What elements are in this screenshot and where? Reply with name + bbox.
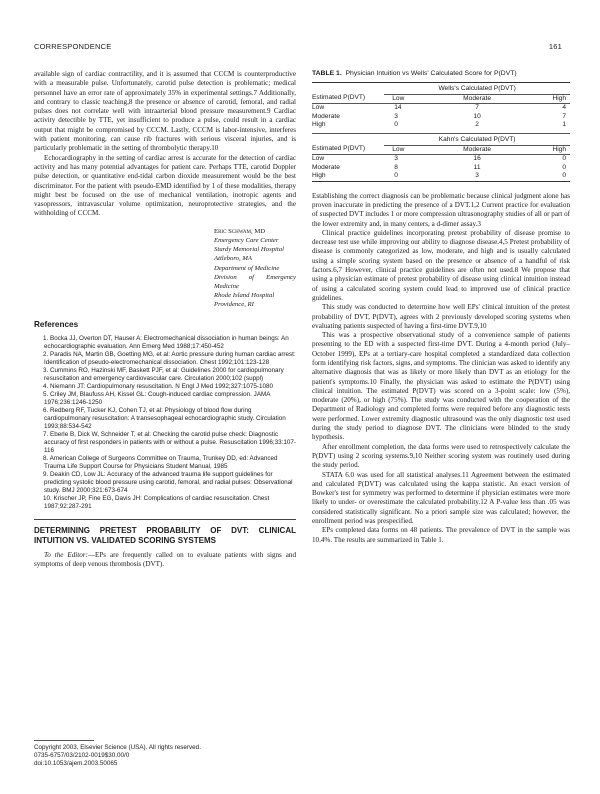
copyright-line: Copyright 2003, Elsevier Science (USA). All rights reserved. — [34, 744, 201, 751]
references-heading: References — [34, 319, 79, 329]
reference-item: 3. Cummins RO, Hazinski MF, Baskett PJF, et al: Guidelines 2000 for cardiopulmonary resuscitation and emergency cardiovascular care. Circulation 2000;102 (suppl) — [43, 366, 284, 382]
running-header — [34, 42, 562, 54]
column-header: High — [508, 146, 570, 155]
affiliation-line: Emergency Care Center — [214, 236, 279, 244]
reference-item: 1. Bocka JJ, Overton DT, Hauser A: Electromechanical dissociation in human beings: An echocardiographic evaluation. Ann Emerg Med 1988;17:450-452 — [43, 334, 289, 350]
row-label: Low — [312, 104, 325, 112]
body-paragraph: STATA 6.0 was used for all statistical analyses.11 Agreement between the estimated and calculated P(DVT) was calculated using the kappa statistic. An exact version of Bowker's test for symmetry was performed to determine if physician estimates were more likely to under- or overestimate the calculated probability.12 A P-value less than .05 was considered statistically significant. No a priori sample size was calculated; however, the enrollment period was prespecified. — [312, 470, 570, 526]
table-caption — [312, 70, 570, 79]
table-cell: 14 — [394, 104, 402, 112]
body-paragraph: EPs completed data forms on 48 patients. The prevalence of DVT in the sample was 10.4%. The results are summarized in Table 1. — [312, 526, 570, 544]
table-cell: 7 — [475, 104, 479, 112]
author-name: Eric Schwam, MD — [214, 227, 266, 235]
table-cell: 7 — [562, 112, 566, 120]
table-cell: 11 — [473, 163, 481, 171]
body-paragraph: Clinical practice guidelines incorporating pretest probability of disease promise to decrease test use while improving our ability to diagnose disease.4,5 Pretest probability of disease is commonly categorized as low, moderate, and high and is usually calculated using a simple scoring system based on the presence or absence of a handful of risk factors.6,7 However, clinical practice guidelines are often not used.8 We propose that using a physician estimate of pretest probability of disease using clinical intuition instead of using a calculated scoring system could lead to improved use of clinical practice guidelines. — [312, 228, 570, 302]
table-cell: 8 — [394, 163, 398, 171]
table-cell: 3 — [446, 172, 508, 181]
table-row — [312, 104, 570, 113]
reference-item: 2. Paradis NA, Martin GB, Goetting MG, et al: Aortic pressure during human cardiac arrest: Identification of pseudo-electromechanical dissociation. Chest 1992;101:123-128 — [43, 350, 296, 366]
table-caption-text: Physician Intuition vs Wells' Calculated Score for P(DVT) — [345, 70, 517, 77]
table-row — [312, 121, 570, 129]
body-paragraph: After enrollment completion, the data forms were used to retrospectively calculate the P(DVT) using 2 scoring systems.9,10 Neither scoring system was routinely used during the study period. — [312, 442, 570, 470]
body-paragraph: Echocardiography in the setting of cardiac arrest is accurate for the detection of cardiac activity and has many potential advantages for patient care. Perhaps TTE, carotid Doppler pulse detection, or quantitative end-tidal carbon dioxide measurement would be the best discriminator. For the patient with pseudo-EMD identified by 1 of these modalities, therapy might best be focused on the use of mechanical ventilation, inotropic agents and vasopressors, intravascular volume optimization, neuroprotective strategies, and the withholding of CCCM. — [34, 153, 296, 218]
body-paragraph: Establishing the correct diagnosis can be problematic because clinical judgment alone has proven inaccurate in predicting the presence of a DVT.1,2 Current practice for evaluation of suspected DVT includes 1 or more compression ultrasonography studies of all or part of the lower extremity and, in many centers, a d-dimer assay.3 — [312, 191, 570, 228]
reference-item: 7. Eberle B, Dick W, Schneider T, et al: Checking the carotid pulse check: Diagnostic accuracy of first responders in patients with or without a pulse. Resuscitation 1996;33:107-116 — [43, 430, 297, 454]
row-header: Estimated P(DVT) — [312, 83, 384, 104]
left-column — [34, 70, 296, 569]
table-cell: 3 — [394, 112, 398, 120]
table-row — [312, 113, 570, 121]
row-label: Moderate — [312, 112, 340, 120]
data-table — [312, 82, 570, 182]
table-cell: 4 — [562, 104, 566, 112]
row-label: High — [312, 172, 384, 181]
page-number: 161 — [548, 42, 562, 51]
author-signature — [214, 227, 296, 310]
reference-item: 5. Criley JM, Blaufuss AH, Kissel GL: Cough-induced cardiac compression. JAMA 1976;236:1246-1250 — [43, 390, 271, 406]
column-header: Moderate — [446, 146, 508, 155]
affiliation-line: Providence, RI — [214, 301, 254, 309]
table-row — [312, 155, 570, 164]
reference-list — [34, 335, 296, 511]
table-cell: 0 — [394, 121, 398, 129]
block-title: Wells's Calculated P(DVT) — [384, 83, 570, 95]
table-cell: 0 — [508, 172, 570, 181]
body-paragraph: This study was conducted to determine how well EPs' clinical intuition of the pretest probability of DVT, P(DVT), agrees with 2 previously developed scoring systems when evaluating patients suspected of having a first-time DVT.9,10 — [312, 303, 570, 330]
column-header: Low — [384, 146, 446, 155]
table-cell: 0 — [384, 172, 446, 181]
row-label: Low — [312, 155, 325, 163]
right-column — [312, 70, 570, 545]
body-paragraph: available sign of cardiac contractility, and it is assumed that CCCM is counterproductive with a measurable pulse. Unfortunately, carotid pulse detection is problematic; medical personnel have an error rate of approximately 35% in experimental settings.7 Additionally, and contrary to classic teaching,8 the presence or absence of carotid, femoral, and radial pulses does not correlate well with intraarterial blood pressure measurement.9 Cardiac activity detectible by TTE, yet insufficient to produce a pulse, could result in a cardiac output that might be compromised by CCCM. Lastly, CCCM is labor-intensive, interferes with patient monitoring, can cause rib fractures with serious visceral injuries, and is particularly problematic in the setting of thrombolytic therapy.10 — [34, 70, 296, 153]
table-cell: 0 — [562, 163, 566, 171]
table-cell: 0 — [562, 155, 566, 163]
row-label: Moderate — [312, 163, 340, 171]
affiliation-line: Rhode Island Hospital — [214, 292, 275, 300]
footnote-rule — [34, 740, 94, 741]
article-intro — [34, 551, 296, 570]
table-cell: 2 — [475, 121, 479, 129]
affiliation-line: Division of Emergency Medicine — [214, 273, 296, 290]
affiliation-line: Department of Medicine — [214, 264, 280, 272]
affiliation-line: Sturdy Memorial Hospital — [214, 246, 284, 254]
reference-item: 9. Deakin CD, Low JL: Accuracy of the advanced trauma life support guidelines for predicting systolic blood pressure using carotid, femoral, and radial pulses: Observational study. BMJ 2000;321:673-674 — [43, 470, 293, 494]
reference-item: 8. American College of Surgeons Committee on Trauma, Trunkey DD, ed: Advanced Trauma Life Support Course for Physicians Student Manual, 1985 — [43, 454, 278, 470]
intro-text: —EPs are frequently called on to evaluate patients with signs and symptoms of deep venous thrombosis (DVT). — [34, 550, 297, 569]
row-label: High — [312, 121, 326, 129]
table-row — [312, 164, 570, 172]
intro-label: To the Editor: — [44, 550, 88, 559]
copyright-line: doi:10.1053/ajem.2003.50065 — [34, 760, 118, 767]
table-cell: 1 — [562, 121, 566, 129]
reference-item: 10. Krischer JP, Fine EG, Davis JH: Complications of cardiac resuscitation. Chest 1987;92:287-291 — [43, 494, 270, 510]
column-header: Moderate — [446, 95, 508, 104]
row-header: Estimated P(DVT) — [312, 133, 384, 155]
table-cell: 10 — [473, 112, 481, 120]
table-cell: 16 — [473, 155, 481, 163]
section-divider — [34, 519, 296, 520]
column-header: Low — [384, 95, 446, 104]
affiliation-line: Attleboro, MA — [214, 255, 253, 263]
table-cell: 3 — [394, 155, 398, 163]
column-header: High — [508, 95, 570, 104]
table-label: TABLE 1. — [312, 70, 342, 77]
table-row — [312, 172, 570, 181]
article-body — [312, 192, 570, 545]
section-label: CORRESPONDENCE — [34, 42, 112, 51]
article-title: DETERMINING PRETEST PROBABILITY OF DVT: CLINICAL INTUITION VS. VALIDATED SCORING SYSTEMS — [34, 525, 296, 545]
copyright-block — [34, 744, 296, 768]
reference-item: 4. Niemann JT: Cardiopulmonary resuscitation. N Engl J Med 1992;327:1075-1080 — [43, 382, 273, 390]
reference-item: 6. Redberg RF, Tucker KJ, Cohen TJ, et al: Physiology of blood flow during cardiopulmonary resuscitation: A transesophageal echocardiographic study. Circulation 1993;88:534-542 — [43, 406, 286, 430]
body-paragraph: This was a prospective observational study of a convenience sample of patients presenting to the ED with a suspected first-time DVT. During a 4-month period (July–October 1999), EPs at a tertiary-care hospital completed a standardized data collection form identifying risk factors, signs, and symptoms. The clinician was asked to identify any alternative diagnosis that was as likely or more likely than DVT as an etiology for the patient's symptoms.10 Finally, the physician was asked to estimate the P(DVT) using clinical intuition. The estimated P(DVT) was scored on a 3-point scale: low (5%), moderate (20%), or high (75%). The study was conducted with the cooperation of the Department of Radiology and completed forms were required before any diagnostic tests were performed. Lower extremity diagnostic ultrasound was the only diagnostic test used during the study period to diagnose DVT. The clinicians were blinded to the study hypothesis. — [312, 331, 570, 442]
block-title: Kahn's Calculated P(DVT) — [384, 133, 570, 145]
copyright-line: 0735-6757/03/2102-0019$30.00/0 — [34, 752, 130, 759]
